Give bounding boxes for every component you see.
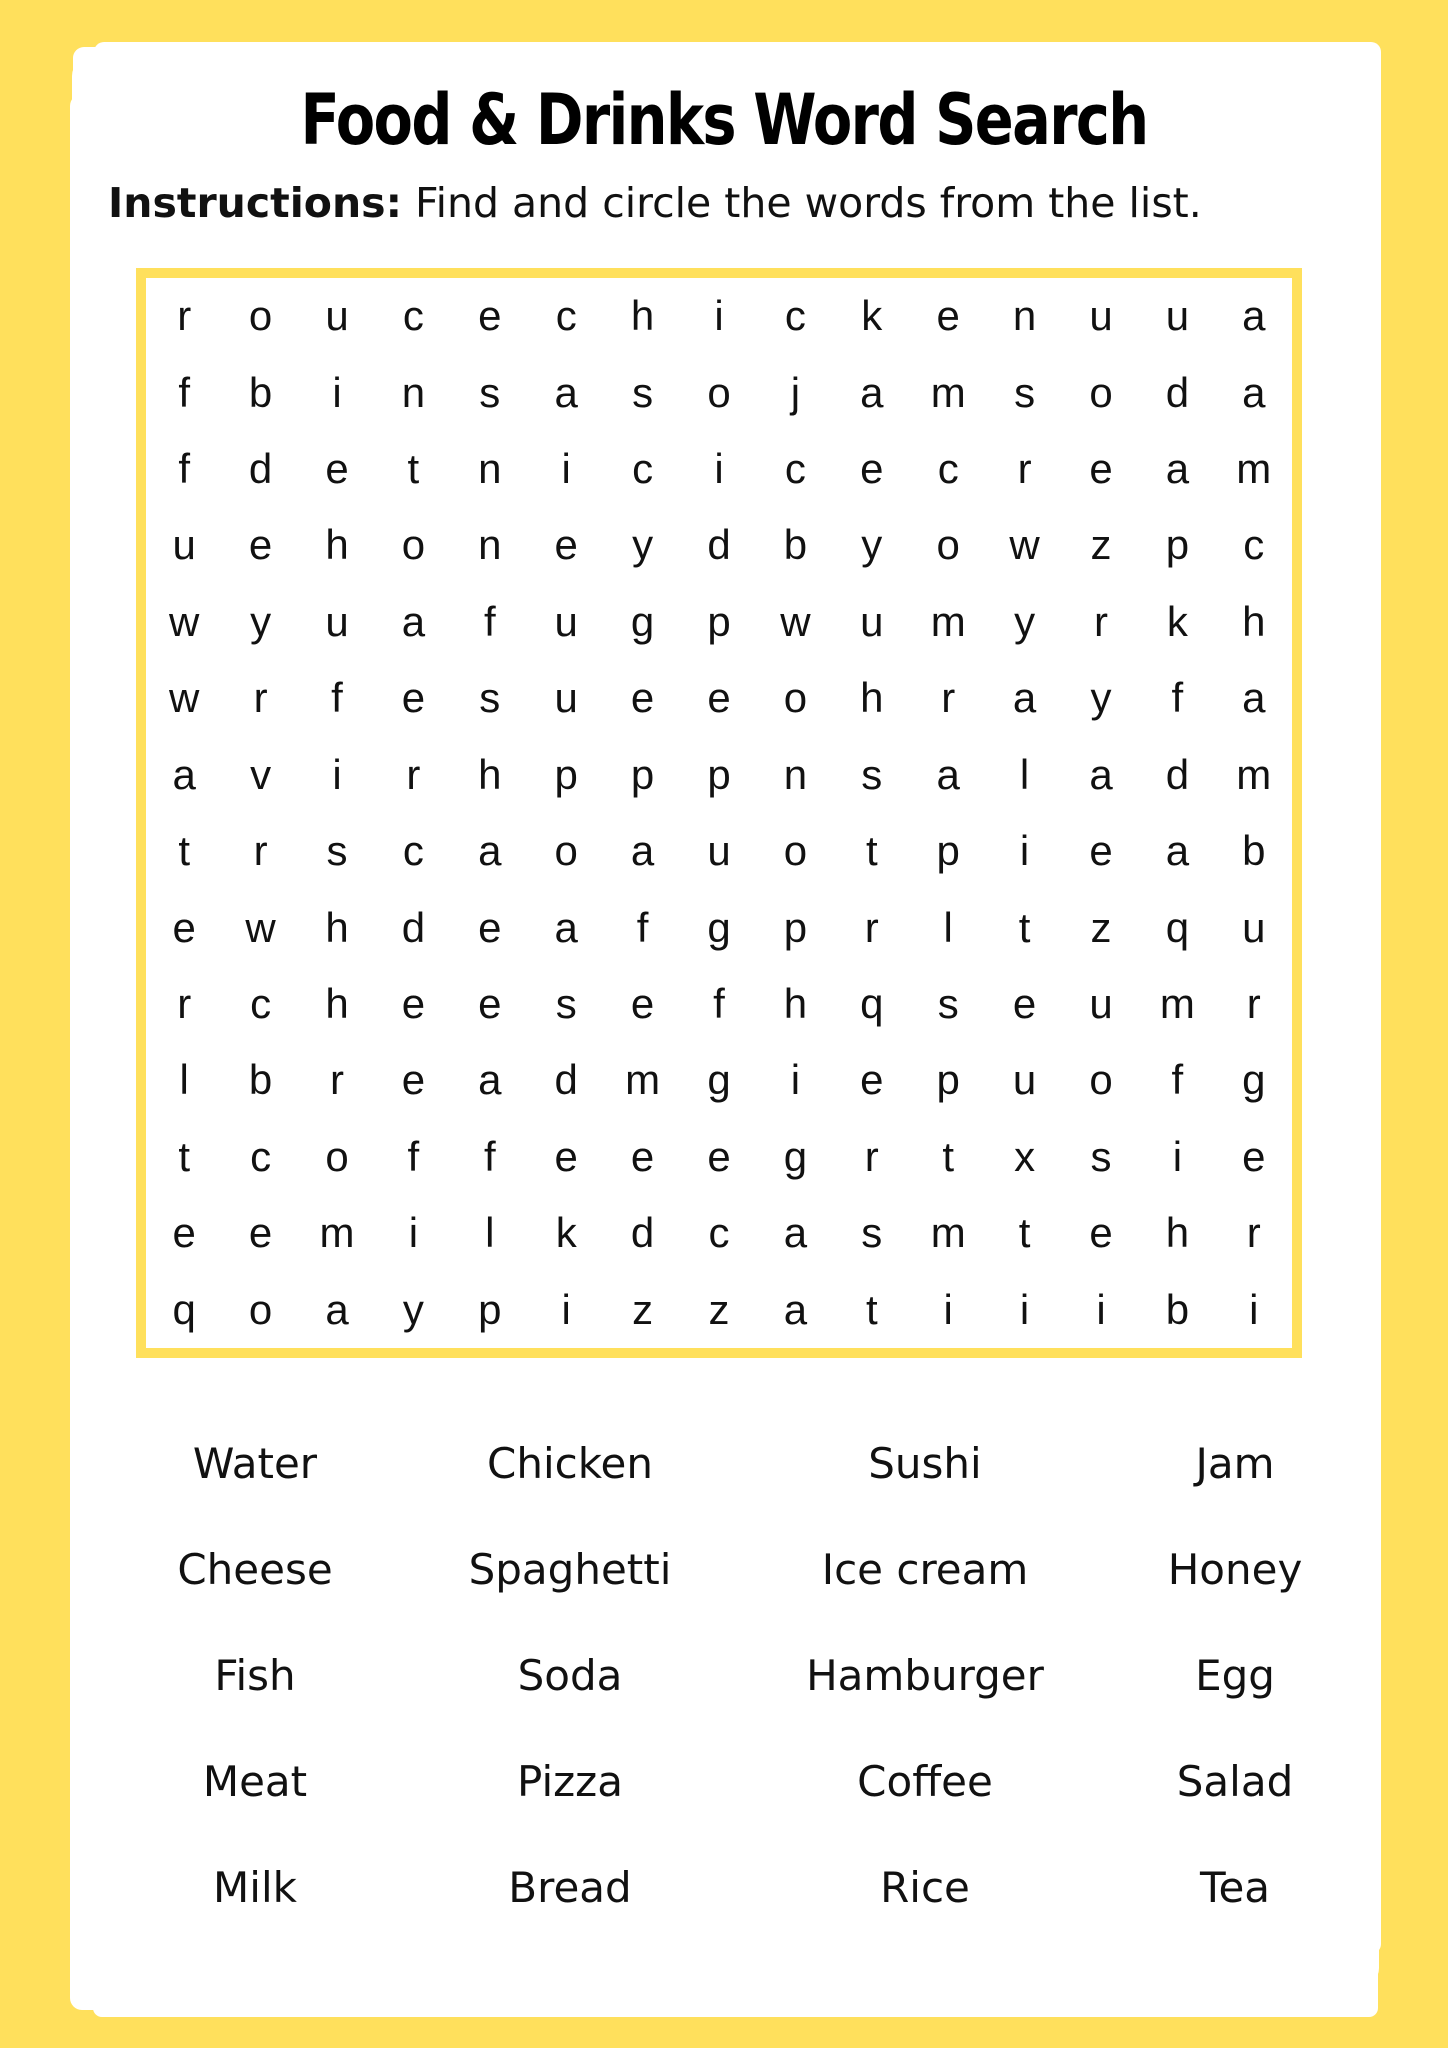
grid-letter[interactable]: a <box>1242 368 1266 416</box>
grid-letter[interactable]: v <box>250 750 272 798</box>
grid-letter[interactable]: h <box>478 750 502 798</box>
word-list-item: Soda <box>517 1650 623 1700</box>
grid-letter[interactable]: m <box>1159 980 1195 1028</box>
grid-letter[interactable]: r <box>1246 1209 1261 1257</box>
grid-letter[interactable]: m <box>1236 445 1272 493</box>
grid-letter[interactable]: s <box>632 368 654 416</box>
grid-letter[interactable]: e <box>860 445 884 493</box>
grid-letter[interactable]: n <box>783 750 808 798</box>
word-list-item: Hamburger <box>806 1650 1044 1700</box>
grid-letter[interactable]: e <box>1012 980 1037 1028</box>
grid-letter[interactable]: t <box>178 827 191 875</box>
grid-letter[interactable]: a <box>936 750 960 798</box>
grid-letter[interactable]: c <box>402 827 424 875</box>
grid-letter[interactable]: e <box>707 674 731 722</box>
grid-letter[interactable]: e <box>936 292 960 340</box>
grid-letter[interactable]: l <box>943 903 953 951</box>
grid-letter[interactable]: g <box>707 1056 731 1104</box>
grid-letter[interactable]: r <box>177 980 192 1028</box>
grid-letter[interactable]: c <box>555 292 577 340</box>
grid-letter[interactable]: u <box>554 674 578 722</box>
word-list-item: Rice <box>880 1862 970 1912</box>
grid-letter[interactable]: e <box>401 674 426 722</box>
grid-letter[interactable]: i <box>943 1285 953 1333</box>
grid-letter[interactable]: r <box>1093 597 1108 645</box>
word-list-item: Egg <box>1195 1650 1275 1700</box>
word-list-item: Fish <box>214 1650 296 1700</box>
grid-letter[interactable]: o <box>1089 1056 1113 1104</box>
page-title: Food & Drinks Word Search <box>300 79 1148 161</box>
grid-letter[interactable]: e <box>630 1132 655 1180</box>
grid-letter[interactable]: e <box>172 1209 196 1257</box>
grid-letter[interactable]: d <box>248 445 273 493</box>
grid-letter[interactable]: e <box>172 903 196 951</box>
grid-letter[interactable]: a <box>1165 445 1190 493</box>
grid-letter[interactable]: i <box>714 445 724 493</box>
grid-letter[interactable]: r <box>253 827 268 875</box>
grid-letter[interactable]: p <box>783 903 808 951</box>
word-list-item: Cheese <box>177 1544 333 1594</box>
word-search-grid <box>146 278 1292 1348</box>
grid-letter[interactable]: r <box>1017 445 1032 493</box>
grid-letter[interactable]: e <box>248 1209 273 1257</box>
grid-letter[interactable]: m <box>930 368 966 416</box>
word-list-item: Spaghetti <box>468 1544 672 1594</box>
grid-letter[interactable]: w <box>169 597 200 645</box>
grid-letter[interactable]: f <box>178 445 191 493</box>
grid-letter[interactable]: a <box>630 827 655 875</box>
grid-letter[interactable]: i <box>790 1056 801 1104</box>
grid-letter[interactable]: m <box>930 597 966 645</box>
grid-letter[interactable]: u <box>1089 292 1113 340</box>
grid-letter[interactable]: t <box>942 1132 955 1180</box>
grid-letter[interactable]: b <box>248 368 273 416</box>
word-list-item: Pizza <box>517 1756 623 1806</box>
grid-letter[interactable]: m <box>625 1056 661 1104</box>
grid-letter[interactable]: c <box>937 445 959 493</box>
grid-letter[interactable]: a <box>783 1209 808 1257</box>
grid-letter[interactable]: d <box>401 903 426 951</box>
grid-letter[interactable]: c <box>402 292 424 340</box>
grid-letter[interactable]: h <box>783 980 808 1028</box>
grid-letter[interactable]: h <box>1165 1209 1190 1257</box>
grid-letter[interactable]: e <box>401 1056 426 1104</box>
grid-letter[interactable]: a <box>783 1285 808 1333</box>
grid-letter[interactable]: y <box>402 1285 424 1333</box>
grid-letter[interactable]: t <box>1018 1209 1031 1257</box>
grid-letter[interactable]: s <box>326 827 348 875</box>
grid-letter[interactable]: m <box>1236 750 1272 798</box>
grid-letter[interactable]: e <box>1089 1209 1113 1257</box>
grid-letter[interactable]: f <box>636 903 649 951</box>
grid-letter[interactable]: o <box>248 292 273 340</box>
grid-letter[interactable]: t <box>865 1285 878 1333</box>
grid-letter[interactable]: e <box>478 980 502 1028</box>
grid-letter[interactable]: i <box>408 1209 419 1257</box>
word-list-item: Milk <box>213 1862 297 1912</box>
grid-letter[interactable]: d <box>1165 368 1190 416</box>
grid-letter[interactable]: s <box>937 980 959 1028</box>
grid-letter[interactable]: a <box>1012 674 1037 722</box>
grid-letter[interactable]: n <box>401 368 426 416</box>
grid-letter[interactable]: a <box>1089 750 1113 798</box>
grid-letter[interactable]: g <box>707 903 731 951</box>
grid-letter[interactable]: d <box>630 1209 655 1257</box>
grid-letter[interactable]: i <box>332 750 342 798</box>
grid-letter[interactable]: e <box>401 980 426 1028</box>
grid-letter[interactable]: a <box>554 903 578 951</box>
grid-letter[interactable]: f <box>178 368 191 416</box>
grid-letter[interactable]: h <box>325 903 349 951</box>
grid-letter[interactable]: r <box>253 674 268 722</box>
grid-letter[interactable]: e <box>630 674 655 722</box>
grid-letter[interactable]: u <box>325 292 349 340</box>
grid-letter[interactable]: u <box>1242 903 1266 951</box>
grid-letter[interactable]: o <box>936 521 960 569</box>
word-list-item: Meat <box>202 1756 308 1806</box>
grid-letter[interactable]: i <box>1096 1285 1106 1333</box>
grid-letter[interactable]: f <box>483 1132 496 1180</box>
instructions-text: Find and circle the words from the list. <box>401 179 1202 227</box>
grid-letter[interactable]: b <box>1242 827 1266 875</box>
grid-letter[interactable]: z <box>632 1285 654 1333</box>
grid-letter[interactable]: a <box>478 827 502 875</box>
grid-letter[interactable]: p <box>707 750 731 798</box>
grid-letter[interactable]: k <box>861 292 883 340</box>
grid-letter[interactable]: e <box>554 1132 578 1180</box>
grid-letter[interactable]: o <box>783 674 808 722</box>
grid-letter[interactable]: a <box>172 750 196 798</box>
grid-letter[interactable]: y <box>632 521 654 569</box>
word-list-item: Honey <box>1167 1544 1303 1594</box>
grid-letter[interactable]: l <box>179 1056 189 1104</box>
grid-letter[interactable]: e <box>630 980 655 1028</box>
grid-letter[interactable]: r <box>406 750 421 798</box>
grid-letter[interactable]: w <box>1009 521 1040 569</box>
grid-letter[interactable]: a <box>1242 292 1266 340</box>
grid-letter[interactable]: f <box>407 1132 420 1180</box>
grid-letter[interactable]: m <box>930 1209 966 1257</box>
grid-letter[interactable]: e <box>860 1056 884 1104</box>
grid-letter[interactable]: c <box>784 292 806 340</box>
grid-letter[interactable]: b <box>783 521 808 569</box>
grid-letter[interactable]: f <box>483 597 496 645</box>
grid-letter[interactable]: d <box>707 521 731 569</box>
grid-letter[interactable]: f <box>1171 1056 1184 1104</box>
grid-letter[interactable]: p <box>554 750 578 798</box>
grid-letter[interactable]: i <box>1019 827 1030 875</box>
grid-letter[interactable]: e <box>554 521 578 569</box>
grid-letter[interactable]: t <box>865 827 878 875</box>
word-list-item: Salad <box>1176 1756 1294 1806</box>
grid-letter[interactable]: r <box>329 1056 344 1104</box>
grid-letter[interactable]: s <box>555 980 577 1028</box>
grid-letter[interactable]: i <box>561 445 571 493</box>
grid-letter[interactable]: o <box>325 1132 349 1180</box>
grid-letter[interactable]: u <box>707 827 731 875</box>
grid-letter[interactable]: b <box>1165 1285 1190 1333</box>
grid-letter[interactable]: z <box>1090 521 1112 569</box>
grid-letter[interactable]: e <box>707 1132 731 1180</box>
grid-letter[interactable]: s <box>1014 368 1036 416</box>
grid-letter[interactable]: s <box>861 1209 883 1257</box>
grid-letter[interactable]: f <box>331 674 343 722</box>
grid-letter[interactable]: t <box>1018 903 1031 951</box>
grid-letter[interactable]: u <box>325 597 349 645</box>
grid-letter[interactable]: p <box>936 1056 960 1104</box>
word-list-item: Coffee <box>857 1756 993 1806</box>
word-list-item: Water <box>192 1438 318 1488</box>
grid-letter[interactable]: e <box>1242 1132 1266 1180</box>
grid-letter[interactable]: a <box>554 368 578 416</box>
grid-letter[interactable]: z <box>1090 903 1112 951</box>
grid-letter[interactable]: i <box>1019 1285 1030 1333</box>
grid-letter[interactable]: r <box>941 674 956 722</box>
grid-letter[interactable]: a <box>860 368 884 416</box>
grid-letter[interactable]: e <box>248 521 273 569</box>
grid-letter[interactable]: q <box>860 980 884 1028</box>
grid-letter[interactable]: m <box>319 1209 355 1257</box>
grid-letter[interactable]: g <box>1242 1056 1266 1104</box>
grid-letter[interactable]: o <box>707 368 731 416</box>
grid-letter[interactable]: e <box>1089 827 1113 875</box>
grid-letter[interactable]: z <box>708 1285 730 1333</box>
instructions-label: Instructions: <box>108 179 402 227</box>
grid-letter[interactable]: h <box>630 292 655 340</box>
grid-letter[interactable]: g <box>783 1132 808 1180</box>
grid-letter[interactable]: n <box>1012 292 1037 340</box>
grid-letter[interactable]: y <box>1014 597 1036 645</box>
grid-letter[interactable]: e <box>1089 445 1113 493</box>
grid-letter[interactable]: s <box>479 368 501 416</box>
grid-letter[interactable]: d <box>554 1056 578 1104</box>
grid-letter[interactable]: h <box>1242 597 1266 645</box>
grid-letter[interactable]: e <box>478 903 502 951</box>
grid-letter[interactable]: l <box>485 1209 495 1257</box>
grid-letter[interactable]: f <box>1171 674 1184 722</box>
grid-letter[interactable]: i <box>714 292 724 340</box>
word-list-item: Tea <box>1199 1862 1271 1912</box>
grid-letter[interactable]: h <box>860 674 884 722</box>
grid-letter[interactable]: u <box>554 597 578 645</box>
grid-letter[interactable]: t <box>407 445 420 493</box>
grid-letter[interactable]: k <box>1166 597 1188 645</box>
grid-letter[interactable]: p <box>1165 521 1190 569</box>
grid-letter[interactable]: a <box>401 597 426 645</box>
grid-letter[interactable]: e <box>325 445 349 493</box>
grid-letter[interactable]: q <box>172 1285 196 1333</box>
grid-letter[interactable]: o <box>554 827 578 875</box>
instructions <box>108 175 1358 231</box>
grid-letter[interactable]: c <box>632 445 654 493</box>
grid-letter[interactable]: b <box>248 1056 273 1104</box>
grid-letter[interactable]: c <box>250 980 272 1028</box>
grid-letter[interactable]: a <box>325 1285 349 1333</box>
grid-letter[interactable]: o <box>248 1285 273 1333</box>
word-list-item: Bread <box>508 1862 632 1912</box>
grid-letter[interactable]: t <box>178 1132 191 1180</box>
grid-letter[interactable]: y <box>250 597 272 645</box>
grid-letter[interactable]: y <box>861 521 883 569</box>
word-list <box>100 1410 1350 1940</box>
grid-letter[interactable]: u <box>172 521 196 569</box>
grid-letter[interactable]: a <box>478 1056 502 1104</box>
grid-letter[interactable]: f <box>713 980 725 1028</box>
grid-letter[interactable]: q <box>1165 903 1190 951</box>
grid-letter[interactable]: e <box>478 292 502 340</box>
grid-letter[interactable]: n <box>478 445 502 493</box>
grid-letter[interactable]: i <box>561 1285 571 1333</box>
grid-letter[interactable]: x <box>1014 1132 1036 1180</box>
grid-letter[interactable]: a <box>1242 674 1266 722</box>
word-list-item: Sushi <box>868 1438 982 1488</box>
grid-letter[interactable]: u <box>860 597 884 645</box>
grid-letter[interactable]: c <box>708 1209 730 1257</box>
grid-letter[interactable]: s <box>479 674 501 722</box>
grid-letter[interactable]: r <box>177 292 192 340</box>
grid-letter[interactable]: s <box>861 750 883 798</box>
grid-letter[interactable]: r <box>1246 980 1261 1028</box>
grid-letter[interactable]: w <box>245 903 276 951</box>
grid-letter[interactable]: l <box>1019 750 1030 798</box>
grid-letter[interactable]: c <box>1243 521 1265 569</box>
grid-letter[interactable]: o <box>401 521 426 569</box>
grid-letter[interactable]: c <box>250 1132 272 1180</box>
grid-letter[interactable]: a <box>1165 827 1190 875</box>
grid-letter[interactable]: y <box>1090 674 1112 722</box>
grid-letter[interactable]: g <box>630 597 655 645</box>
grid-letter[interactable]: j <box>790 368 801 416</box>
grid-letter[interactable]: u <box>1012 1056 1037 1104</box>
word-list-item: Ice cream <box>821 1544 1029 1594</box>
grid-letter[interactable]: p <box>478 1285 502 1333</box>
grid-letter[interactable]: o <box>1089 368 1113 416</box>
grid-letter[interactable]: i <box>1249 1285 1259 1333</box>
word-list-item: Chicken <box>487 1438 653 1488</box>
grid-letter[interactable]: r <box>864 903 879 951</box>
grid-letter[interactable]: k <box>555 1209 577 1257</box>
grid-letter[interactable]: p <box>630 750 655 798</box>
grid-letter[interactable]: c <box>784 445 806 493</box>
word-list-item: Jam <box>1195 1438 1275 1488</box>
grid-letter[interactable]: h <box>325 521 349 569</box>
grid-letter[interactable]: u <box>1089 980 1113 1028</box>
grid-letter[interactable]: n <box>478 521 502 569</box>
grid-letter[interactable]: r <box>864 1132 879 1180</box>
grid-letter[interactable]: s <box>1090 1132 1112 1180</box>
grid-letter[interactable]: o <box>783 827 808 875</box>
grid-letter[interactable]: i <box>1172 1132 1183 1180</box>
grid-letter[interactable]: w <box>169 674 200 722</box>
grid-letter[interactable]: d <box>1165 750 1190 798</box>
grid-letter[interactable]: w <box>780 597 811 645</box>
grid-letter[interactable]: i <box>332 368 342 416</box>
grid-letter[interactable]: p <box>936 827 960 875</box>
grid-letter[interactable]: u <box>1165 292 1190 340</box>
grid-letter[interactable]: h <box>325 980 349 1028</box>
grid-letter[interactable]: p <box>707 597 731 645</box>
